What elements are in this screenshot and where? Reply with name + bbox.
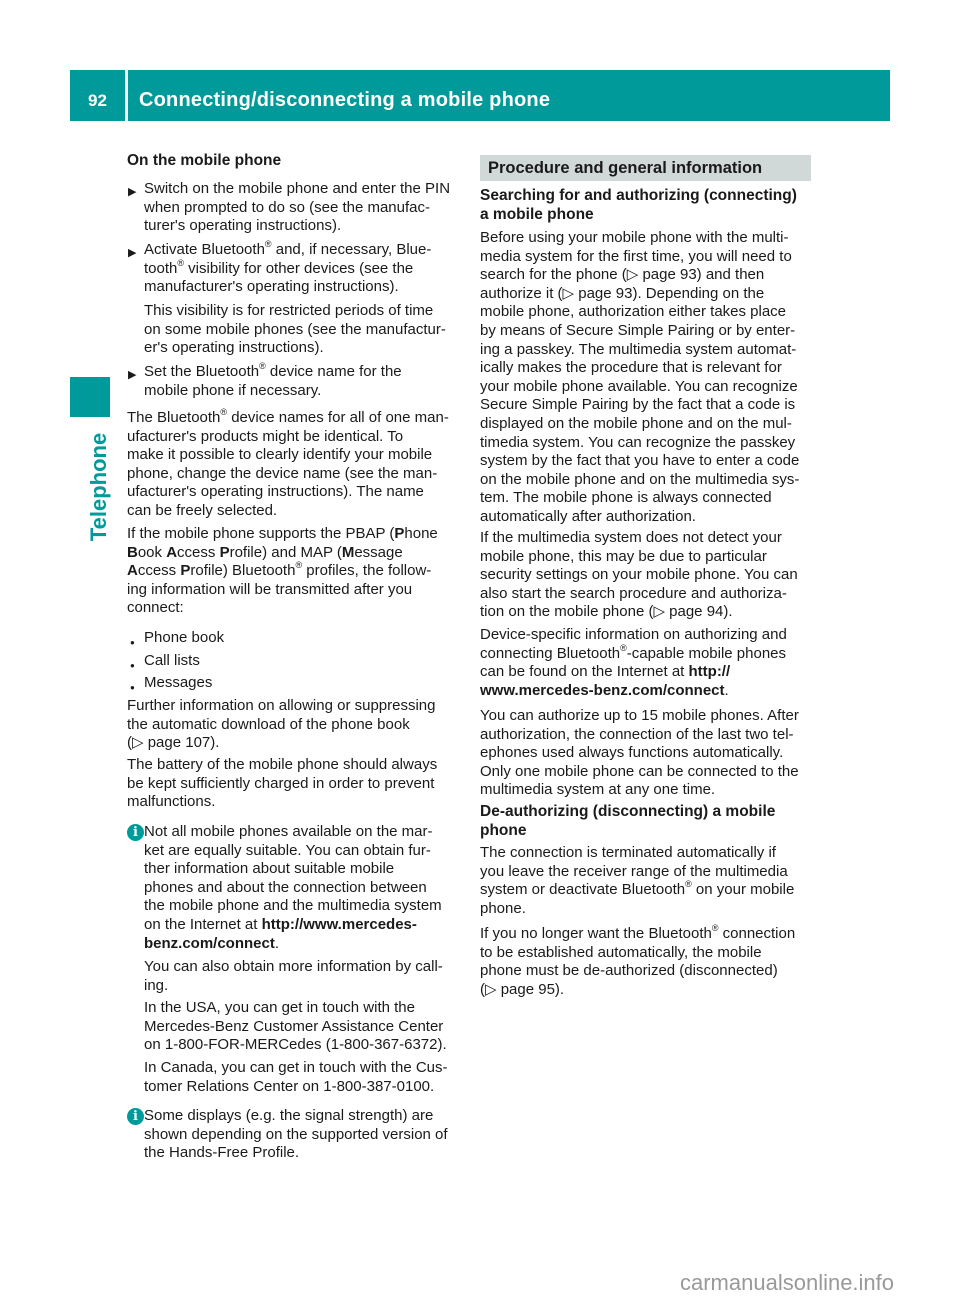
watermark: carmanualsonline.info: [680, 1270, 895, 1295]
text-line: when prompted to do so (see the manufac-: [144, 198, 430, 216]
section-tab-label: Telephone: [86, 432, 111, 542]
bold-text: B: [127, 543, 138, 561]
text-line: turer's operating instructions).: [144, 217, 342, 235]
text-line: You can authorize up to 15 mobile phones. After: [480, 707, 799, 724]
section-heading-text: Procedure and general information: [488, 159, 763, 177]
bold-text: a mobile phone: [480, 205, 594, 223]
text-line: security settings on your mobile phone. You can: [480, 566, 798, 584]
bold-text: A: [166, 543, 178, 561]
info-icon: i: [127, 824, 144, 841]
text-line: Secure Simple Pairing by the fact that a code is: [480, 396, 796, 414]
text-line: Device-specific information on authorizing and: [480, 626, 787, 643]
text-line: also start the search procedure and authoriza-: [480, 584, 787, 602]
text-line: (▷ page 95).: [480, 980, 565, 998]
text-line: the automatic download of the phone book: [127, 715, 410, 733]
text-line: connect:: [127, 599, 184, 617]
page-title: Connecting/disconnecting a mobile phone: [139, 89, 551, 111]
bold-text: http://: [688, 663, 731, 681]
text-line: tion on the mobile phone (▷ page 94).: [480, 603, 733, 621]
text-line: phone must be de-authorized (disconnected): [480, 962, 778, 980]
text-line: can be found on the Internet at http://: [480, 663, 731, 681]
text-line: phone, change the device name (see the man-: [127, 464, 438, 482]
text-line: connecting Bluetooth®-capable mobile phones: [480, 642, 787, 662]
text-line: [480, 822, 775, 841]
text-line: tem. The mobile phone is always connected: [480, 489, 772, 507]
text-line: Further information on allowing or suppressing: [127, 697, 436, 714]
text-line: the Hands-Free Profile.: [144, 1144, 300, 1162]
text-line: Activate Bluetooth® and, if necessary, Blue-: [144, 239, 432, 258]
text-line: the mobile phone and the multimedia system: [144, 897, 442, 915]
text-line: In the USA, you can get in touch with the: [144, 999, 415, 1016]
subheading: [480, 803, 775, 840]
text-line: Before using your mobile phone with the multi-: [480, 229, 789, 246]
info-note-text: [144, 1059, 448, 1096]
text-line: be kept sufficiently charged in order to prevent: [127, 774, 435, 792]
subheading: [480, 187, 797, 224]
text-line: authorize it (▷ page 93). Depending on the: [480, 284, 765, 302]
text-line: Set the Bluetooth® device name for the: [144, 361, 402, 380]
step-item: [128, 361, 402, 400]
bold-text: M: [341, 543, 355, 561]
text-line: ket are equally suitable. You can obtain fur-: [144, 841, 431, 859]
text-line: The Bluetooth® device names for all of one man-: [127, 407, 449, 426]
bold-text: P: [180, 562, 191, 580]
text-line: mobile phone if necessary.: [144, 381, 322, 399]
page-header: [70, 70, 890, 121]
bold-text: http://www.mercedes-: [261, 915, 417, 933]
text-line: Messages: [144, 674, 213, 691]
text-line: tomer Relations Center on 1-800-387-0100.: [144, 1077, 435, 1095]
bullet-icon: ●: [130, 638, 135, 647]
text-line: Only one mobile phone can be connected to the: [480, 762, 799, 780]
text-line: displayed on the mobile phone and on the mul-: [480, 414, 792, 432]
list-item: [130, 674, 213, 693]
text-line: can be freely selected.: [127, 501, 278, 519]
text-line: ufacturer's operating instructions). The name: [127, 483, 424, 501]
step-arrow-icon: ▶: [128, 186, 137, 198]
paragraph: [480, 844, 794, 918]
bold-text: De-authorizing (disconnecting) a mobile: [480, 803, 776, 820]
text-line: If you no longer want the Bluetooth® connection: [480, 923, 796, 942]
text-line: If the mobile phone supports the PBAP (Phone: [127, 525, 438, 542]
bold-text: P: [394, 525, 405, 542]
text-line: ing information will be transmitted after you: [127, 580, 413, 598]
text-line: (▷ page 107).: [127, 734, 220, 752]
text-line: timedia system. You can recognize the passkey: [480, 433, 796, 451]
bold-text: Searching for and authorizing (connecting): [480, 187, 797, 204]
list-item: [130, 652, 200, 671]
step-item: [128, 239, 432, 297]
text-line: www.mercedes-benz.com/connect.: [480, 681, 729, 699]
text-line: your mobile phone available. You can recognize: [480, 377, 798, 395]
header-divider: [125, 70, 128, 121]
text-line: mobile phone, authorization either takes place: [480, 303, 787, 321]
section-heading: [480, 155, 811, 181]
text-line: Call lists: [144, 652, 200, 669]
bold-text: phone: [480, 821, 527, 839]
text-line: to be established automatically, the mobile: [480, 943, 762, 961]
paragraph: [480, 229, 799, 527]
text-line: on 1-800-FOR-MERCedes (1-800-367-6372).: [144, 1036, 447, 1054]
text-line: on the mobile phone and on the multimedia sys-: [480, 470, 800, 488]
text-line: ufacturer's products might be identical. To: [127, 427, 404, 445]
text-line: [480, 803, 775, 822]
info-note: [133, 823, 442, 953]
text-line: Not all mobile phones available on the mar-: [144, 823, 433, 840]
paragraph: [480, 707, 799, 800]
text-line: Some displays (e.g. the signal strength) are: [144, 1107, 434, 1124]
text-line: authorization, the connection of the last two tel-: [480, 725, 794, 743]
page-number: 92: [88, 91, 107, 110]
text-line: phones and about the connection between: [144, 878, 427, 896]
step-note: [144, 302, 446, 358]
text-line: system or deactivate Bluetooth® on your mobile: [480, 879, 795, 899]
text-line: [480, 206, 797, 225]
text-line: Mercedes-Benz Customer Assistance Center: [144, 1017, 444, 1035]
bullet-icon: ●: [130, 661, 135, 670]
info-note-text: [144, 999, 447, 1055]
left-heading: On the mobile phone: [127, 152, 282, 169]
paragraph: [127, 697, 436, 753]
text-line: Switch on the mobile phone and enter the PIN: [144, 180, 451, 197]
text-line: benz.com/connect.: [144, 934, 280, 952]
text-line: you leave the receiver range of the multimedia: [480, 862, 788, 880]
info-note: [133, 1107, 448, 1163]
text-line: ing.: [144, 976, 169, 994]
step-item: [128, 180, 451, 236]
text-line: by means of Secure Simple Pairing or by enter-: [480, 321, 796, 339]
info-note-text: [144, 958, 443, 995]
text-line: The connection is terminated automatically if: [480, 844, 776, 861]
text-line: The battery of the mobile phone should always: [127, 756, 438, 773]
text-line: This visibility is for restricted periods of time: [144, 302, 434, 319]
text-line: mobile phone, this may be due to particular: [480, 547, 767, 565]
bold-text: www.mercedes-benz.com/connect: [480, 681, 725, 699]
text-line: make it possible to clearly identify your mobile: [127, 446, 433, 464]
text-line: on some mobile phones (see the manufactur-: [144, 320, 446, 338]
text-line: You can also obtain more information by call-: [144, 958, 443, 975]
text-line: system by the fact that you have to enter a code: [480, 452, 800, 470]
paragraph: [480, 529, 798, 622]
info-icon: i: [127, 1108, 144, 1125]
text-line: shown depending on the supported version of: [144, 1125, 448, 1143]
text-line: Phone book: [144, 629, 225, 646]
section-marker: [70, 377, 110, 417]
text-line: phone.: [480, 899, 526, 917]
text-line: automatically after authorization.: [480, 507, 696, 525]
paragraph: [127, 525, 438, 618]
text-line: ther information about suitable mobile: [144, 860, 395, 878]
text-line: In Canada, you can get in touch with the Cus-: [144, 1059, 448, 1076]
text-line: [480, 187, 797, 206]
bold-text: benz.com/connect: [144, 934, 275, 952]
text-line: search for the phone (▷ page 93) and then: [480, 266, 765, 284]
text-line: manufacturer's operating instructions).: [144, 278, 399, 296]
text-line: ephones used always functions automatically.: [480, 744, 784, 762]
bold-text: A: [127, 562, 138, 580]
text-line: media system for the first time, you will need to: [480, 247, 792, 265]
step-arrow-icon: ▶: [128, 247, 137, 259]
paragraph: [127, 409, 449, 521]
bullet-icon: ●: [130, 683, 135, 692]
paragraph: [127, 756, 437, 812]
text-line: Access Profile) Bluetooth® profiles, the follow-: [127, 560, 432, 580]
text-line: Book Access Profile) and MAP (Message: [127, 543, 403, 561]
text-line: malfunctions.: [127, 793, 216, 811]
bold-text: P: [219, 543, 230, 561]
text-line: er's operating instructions).: [144, 339, 324, 357]
text-line: ing a passkey. The multimedia system automat-: [480, 340, 797, 358]
step-arrow-icon: ▶: [128, 369, 137, 381]
text-line: multimedia system at any one time.: [480, 781, 716, 799]
text-line: ically makes the procedure that is relevant for: [480, 359, 782, 377]
text-line: on the Internet at http://www.mercedes-: [144, 915, 417, 933]
paragraph: [480, 925, 795, 999]
text-line: tooth® visibility for other devices (see the: [144, 257, 414, 277]
list-item: [130, 629, 225, 648]
paragraph: [480, 626, 787, 700]
text-line: If the multimedia system does not detect your: [480, 529, 782, 546]
